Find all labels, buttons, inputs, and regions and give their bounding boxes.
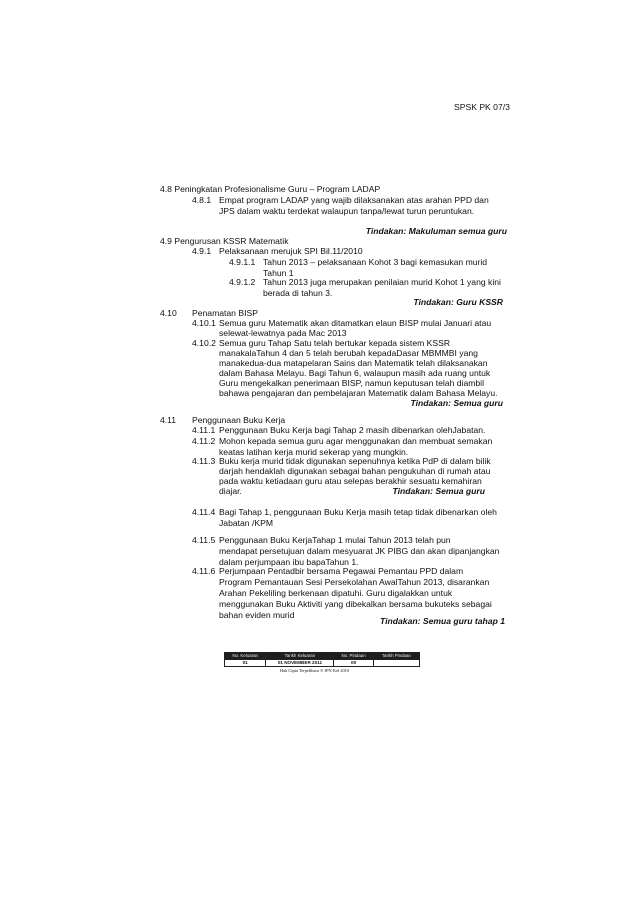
item-number: 4.9.1 — [192, 246, 212, 256]
table-cell: 00 — [334, 660, 373, 667]
item-text: mendapat persetujuan dalam mesyuarat JK PIBG dan akan dipanjangkan — [219, 546, 500, 556]
action-note: Tindakan: Semua guru — [410, 398, 503, 408]
table-cell: 01 — [225, 660, 266, 667]
item-text: Bagi Tahap 1, penggunaan Buku Kerja masih tetap tidak dibenarkan oleh — [219, 507, 497, 517]
table-header-cell: No. Pindaan — [334, 653, 373, 660]
item-text: Penggunaan Buku KerjaTahap 1 mulai Tahun 2013 telah pun — [219, 535, 451, 545]
item-text: diajar. — [219, 486, 242, 496]
item-text: Buku kerja murid tidak digunakan sepenuhnya ketika PdP di dalam bilik — [219, 456, 491, 466]
table-header-cell: No. Keluaran — [225, 653, 266, 660]
item-text: Jabatan /KPM — [219, 518, 273, 528]
item-text: bahawa pengajaran dan pembelajaran Matematik dalam Bahasa Melayu. — [219, 388, 498, 398]
subitem-text: Tahun 2013 juga merupakan penilaian murid Kohot 1 yang kini — [263, 277, 501, 287]
item-number: 4.11.1 — [192, 425, 216, 435]
section-number: 4.11 — [160, 415, 177, 425]
subitem-text: Tahun 1 — [263, 268, 294, 278]
item-text: Semua guru Tahap Satu telah bertukar kepada sistem KSSR — [219, 338, 451, 348]
item-text: keatas latihan kerja murid sekerap yang mungkin. — [219, 447, 409, 457]
item-text: manakedua-dua matapelaran Sains dan Matematik telah dilaksanakan — [219, 358, 488, 368]
action-note: Tindakan: Guru KSSR — [413, 297, 503, 307]
section-4-10-heading: Penamatan BISP — [192, 308, 258, 318]
item-text: dalam perjumpaan ibu bapaTahun 1. — [219, 557, 359, 567]
subitem-number: 4.9.1.2 — [229, 277, 256, 287]
action-note: Tindakan: Makuluman semua guru — [365, 226, 507, 236]
section-4-8-heading: 4.8 Peningkatan Profesionalisme Guru – Program LADAP — [160, 184, 381, 194]
document-reference: SPSK PK 07/3 — [454, 102, 510, 112]
section-4-11-heading: Penggunaan Buku Kerja — [192, 415, 286, 425]
subitem-text: berada di tahun 3. — [263, 288, 333, 298]
table-header-cell: Tarikh Keluaran — [266, 653, 334, 660]
item-text: bahan eviden murid — [219, 610, 295, 620]
item-text: Arahan Pekeliling berkenaan dipatuhi. Guru digalakkan untuk — [219, 588, 453, 598]
table-header-cell: Tarikh Pindaan — [373, 653, 419, 660]
action-note: Tindakan: Semua guru tahap 1 — [380, 616, 505, 626]
copyright-note: Hak Cipta Terpelihara ® JPN Kel 2010 — [280, 668, 350, 673]
item-text: Guru mengekalkan penerimaan BISP, namun keputusan telah diambil — [219, 378, 484, 388]
item-number: 4.11.4 — [192, 507, 216, 517]
item-text: manakalaTahun 4 dan 5 telah berubah kepadaDasar MBMMBI yang — [219, 348, 478, 358]
item-number: 4.11.2 — [192, 436, 216, 446]
item-number: 4.10.1 — [192, 318, 216, 328]
section-4-9-heading: 4.9 Pengurusan KSSR Matematik — [160, 236, 289, 246]
item-number: 4.11.3 — [192, 456, 216, 466]
item-text: menggunakan Buku Aktiviti yang dibekalkan bersama bukuteks sebagai — [219, 599, 492, 609]
item-text: Mohon kepada semua guru agar menggunakan dan membuat semakan — [219, 436, 493, 446]
table-cell — [373, 660, 419, 667]
item-text: selewat-lewatnya pada Mac 2013 — [219, 328, 347, 338]
item-text: pada waktu ketiadaan guru atau selepas berakhir sesuatu kemahiran — [219, 476, 482, 486]
item-text: dalam Bahasa Melayu. Bagi Tahun 6, walaupun masih ada ruang untuk — [219, 368, 491, 378]
item-text: JPS dalam waktu terdekat walaupun tanpa/lewat turun peruntukan. — [219, 206, 475, 216]
document-control-table — [224, 652, 420, 667]
table-header-row — [225, 653, 420, 660]
action-note: Tindakan: Semua guru — [392, 486, 485, 496]
item-text: Penggunaan Buku Kerja bagi Tahap 2 masih dibenarkan olehJabatan. — [219, 425, 486, 435]
table-cell: 01 NOVEMBER 2011 — [266, 660, 334, 667]
item-text: Pelaksanaan merujuk SPI Bil.11/2010 — [219, 246, 363, 256]
item-text: Perjumpaan Pentadbir bersama Pegawai Pemantau PPD dalam — [219, 566, 464, 576]
item-number: 4.11.5 — [192, 535, 216, 545]
item-number: 4.11.6 — [192, 566, 216, 576]
subitem-number: 4.9.1.1 — [229, 257, 256, 267]
item-number: 4.8.1 — [192, 195, 212, 205]
item-text: darjah hendaklah digunakan sebagai bahan pengukuhan di rumah atau — [219, 466, 491, 476]
item-number: 4.10.2 — [192, 338, 216, 348]
item-text: Semua guru Matematik akan ditamatkan elaun BISP mulai Januari atau — [219, 318, 492, 328]
item-text: Empat program LADAP yang wajib dilaksanakan atas arahan PPD dan — [219, 195, 489, 205]
subitem-text: Tahun 2013 – pelaksanaan Kohot 3 bagi kemasukan murid — [263, 257, 488, 267]
item-text: Program Pemantauan Sesi Persekolahan AwalTahun 2013, disarankan — [219, 577, 490, 587]
section-number: 4.10 — [160, 308, 177, 318]
